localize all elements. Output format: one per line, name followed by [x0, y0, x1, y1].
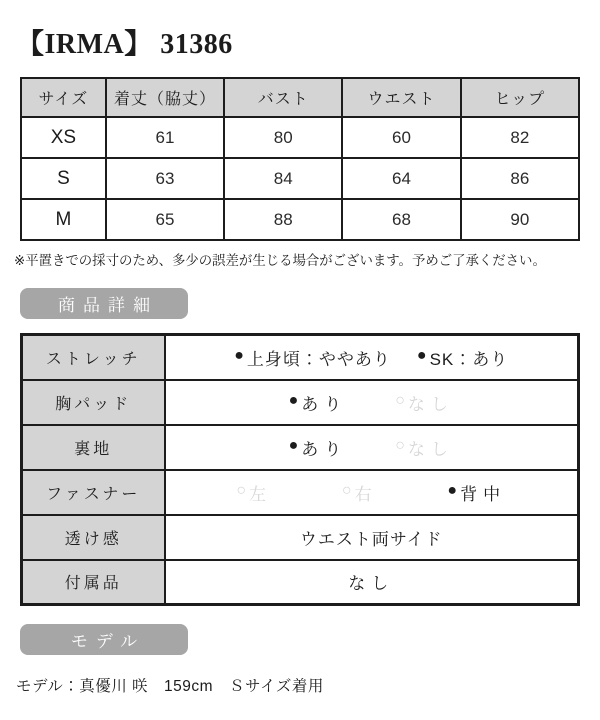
details-table-row [22, 515, 579, 560]
details-row-value-cell [165, 335, 579, 380]
details-row-label: ストレッチ [22, 335, 165, 380]
option-label: ウエスト両サイド [299, 529, 443, 549]
size-column-header: 着丈（脇丈） [106, 78, 224, 117]
details-row-label: 付属品 [22, 560, 165, 605]
details-row-value-cell [165, 515, 579, 560]
option-label: 上身頃：ややあり [246, 349, 391, 369]
size-column-header: バスト [224, 78, 342, 117]
option-label: なし [348, 574, 395, 594]
details-options [167, 345, 577, 370]
size-table-row [21, 199, 579, 240]
option-label: なし [407, 439, 454, 459]
size-value-cell: 86 [461, 158, 579, 199]
details-row-label: 裏地 [22, 425, 165, 470]
option-label: あり [301, 394, 348, 414]
size-column-header: ウエスト [342, 78, 460, 117]
size-value-cell: 64 [342, 158, 460, 199]
model-info: モデル：真優川 咲 159cm Ｓサイズ着用 [16, 678, 324, 695]
filled-circle-icon: ● [234, 347, 244, 365]
size-table-body [21, 117, 579, 240]
measurement-note: ※平置きでの採寸のため、多少の誤差が生じる場合がございます。予めご了承ください。 [14, 253, 546, 268]
filled-circle-icon: ● [416, 347, 427, 365]
size-value-cell: 65 [106, 199, 224, 240]
details-table-row [22, 380, 579, 425]
details-row-value-cell [165, 470, 579, 515]
size-table-row [21, 158, 579, 199]
option-unselected [395, 390, 454, 415]
section-badge-product-details-label: 商品詳細 [58, 296, 158, 315]
option-selected [447, 480, 506, 505]
option-label: 右 [354, 484, 378, 504]
filled-circle-icon: ● [447, 482, 458, 499]
option-label: SK：あり [429, 349, 509, 369]
option-selected [289, 390, 348, 415]
details-row-label: 胸パッド [22, 380, 165, 425]
size-table-row [21, 117, 579, 158]
size-table-header-row [21, 78, 579, 117]
option-value [300, 525, 443, 550]
size-table-head [21, 78, 579, 117]
details-row-value-cell [165, 380, 579, 425]
section-badge-product-details [20, 288, 188, 319]
page-title: 【IRMA】 31386 [16, 29, 233, 60]
size-value-cell: 80 [224, 117, 342, 158]
option-label: 左 [249, 484, 273, 504]
option-selected [289, 435, 348, 460]
empty-circle-icon: ○ [341, 482, 352, 499]
filled-circle-icon: ● [288, 392, 299, 409]
details-row-value-cell [165, 560, 579, 605]
details-table-row [22, 560, 579, 605]
size-name-cell: XS [21, 117, 106, 158]
details-table-row [22, 470, 579, 515]
size-value-cell: 88 [224, 199, 342, 240]
size-value-cell: 60 [342, 117, 460, 158]
details-options [167, 435, 577, 460]
details-row-label: 透け感 [22, 515, 165, 560]
details-table-row [22, 335, 579, 380]
section-badge-model [20, 624, 188, 655]
details-row-value-cell [165, 425, 579, 470]
option-label: なし [407, 394, 454, 414]
product-details-table [20, 333, 580, 606]
option-unselected [342, 480, 378, 505]
option-unselected [395, 435, 454, 460]
details-options [167, 480, 577, 505]
filled-circle-icon: ● [288, 437, 299, 454]
option-selected [417, 345, 508, 370]
size-table [20, 77, 580, 241]
size-value-cell: 84 [224, 158, 342, 199]
option-value [348, 569, 394, 594]
details-options [167, 569, 577, 594]
size-name-cell: S [21, 158, 106, 199]
size-value-cell: 82 [461, 117, 579, 158]
option-label: 背中 [460, 484, 507, 504]
size-value-cell: 63 [106, 158, 224, 199]
details-row-label: ファスナー [22, 470, 165, 515]
size-column-header: ヒップ [461, 78, 579, 117]
details-options [167, 525, 577, 550]
size-column-header: サイズ [21, 78, 106, 117]
size-value-cell: 68 [342, 199, 460, 240]
details-table-row [22, 425, 579, 470]
size-value-cell: 61 [106, 117, 224, 158]
empty-circle-icon: ○ [395, 437, 405, 454]
option-selected [234, 345, 391, 370]
empty-circle-icon: ○ [236, 482, 247, 499]
option-label: あり [301, 439, 348, 459]
details-options [167, 390, 577, 415]
option-unselected [236, 480, 272, 505]
product-details-table-body [22, 335, 579, 605]
empty-circle-icon: ○ [395, 392, 405, 409]
section-badge-model-label: モデル [70, 632, 146, 651]
size-value-cell: 90 [461, 199, 579, 240]
size-name-cell: M [21, 199, 106, 240]
